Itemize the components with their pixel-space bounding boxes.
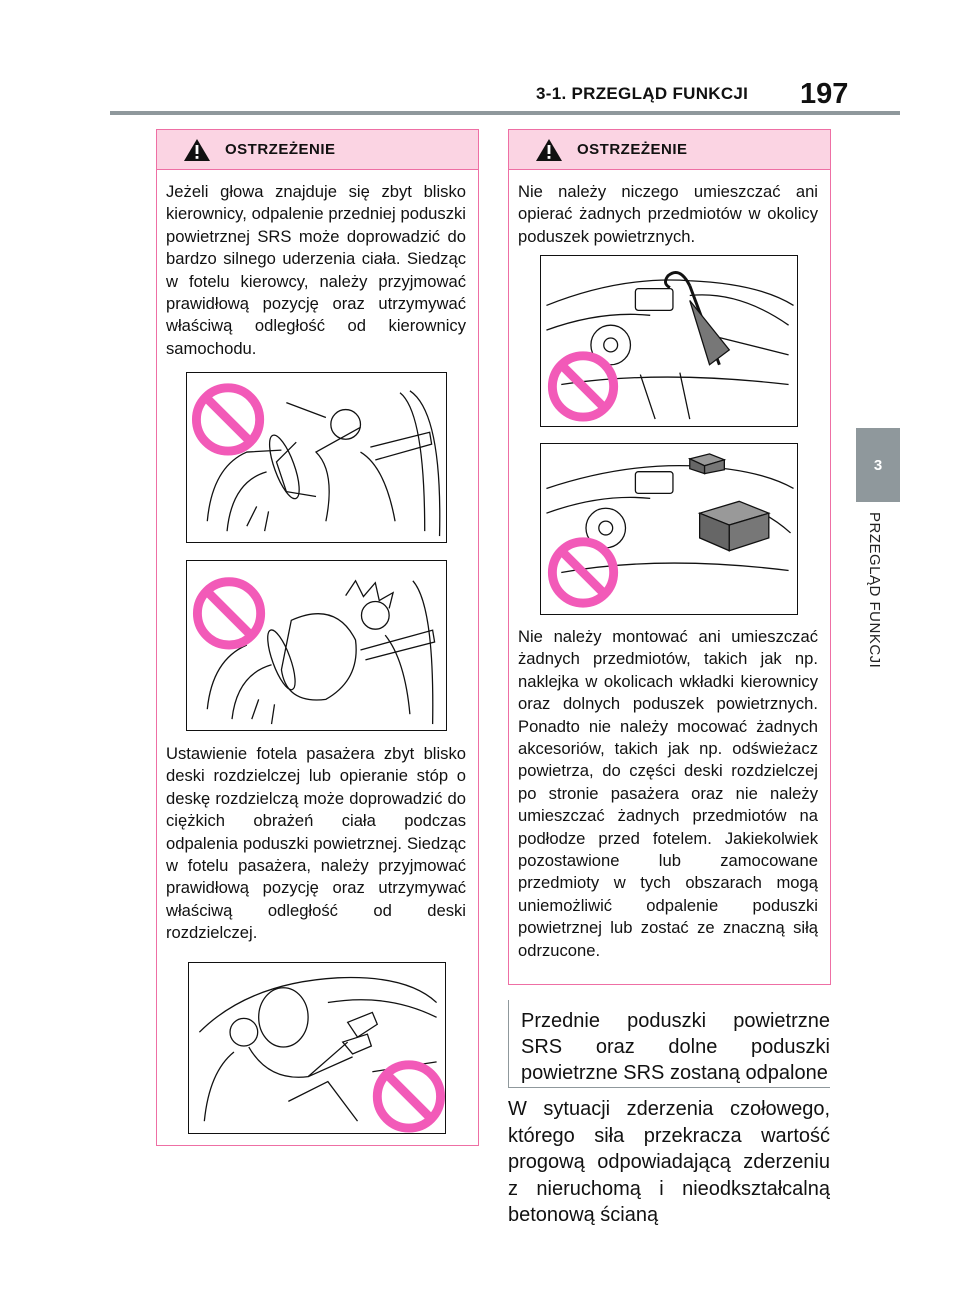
box-object-icon — [690, 454, 769, 551]
section-heading: Przednie poduszki powietrzne SRS oraz dolne poduszki powietrzne SRS zostaną odpalone — [508, 1000, 830, 1088]
left-warning-heading: OSTRZEŻENIE — [225, 141, 336, 158]
chapter-number: 3 — [873, 456, 883, 474]
left-warning-paragraph-2: Ustawienie fotela pasażera zbyt blisko deski rozdzielczej lub opieranie stóp o deskę rozdzielczą może doprowadzić do ciężkich obrażeń ciała podczas odpalenia poduszki powietrznej. Siedząc w fotelu pasażera, należy przyjmować prawidłową pozycję oraz utrzymywać właściwą odległość od deski rozdzielczej. — [166, 744, 466, 943]
left-warning-box — [156, 129, 479, 1146]
illustration-driver-too-close — [186, 372, 447, 543]
warning-triangle-icon — [183, 138, 211, 162]
page-number: 197 — [800, 78, 849, 110]
objects-on-dash-drawing — [541, 444, 797, 614]
right-warning-paragraph-1: Nie należy niczego umieszczać ani opierać żadnych przedmiotów w okolicy poduszek powietrznych. — [518, 182, 818, 246]
driver-too-close-drawing — [187, 373, 446, 542]
prohibition-sign-icon — [197, 582, 260, 645]
prohibition-sign-icon — [377, 1065, 440, 1128]
chapter-label: PRZEGLĄD FUNKCJI — [866, 512, 883, 669]
umbrella-on-dash-drawing — [541, 256, 797, 426]
right-warning-paragraph-2: Nie należy montować ani umieszczać żadnych przedmiotów, takich jak np. naklejka w okolicach wkładki kierownicy oraz dolnych poduszek powietrznych. Ponadto nie należy mocować żadnych akcesoriów, takich jak np. odświeżacz powietrza, do części deski rozdzielczej po stronie pasażera oraz nie należy umieszczać żadnych przedmiotów na podłodze przed fotelem. Jakiekolwiek pozostawione lub zamocowane przedmioty w tych obszarach mogą uniemożliwić odpalenie poduszki powietrznej lub zostać ze znaczną siłą odrzucone. — [518, 627, 818, 960]
left-warning-header — [157, 130, 478, 170]
umbrella-icon — [665, 272, 729, 364]
right-warning-header — [509, 130, 830, 170]
header-rule — [110, 111, 900, 115]
right-warning-heading: OSTRZEŻENIE — [577, 141, 688, 158]
prohibition-sign-icon — [552, 356, 613, 417]
passenger-feet-drawing — [189, 963, 445, 1133]
prohibition-sign-icon — [196, 388, 259, 451]
illustration-objects-on-dash — [540, 443, 798, 615]
chapter-tab — [856, 428, 900, 502]
warning-triangle-icon — [535, 138, 563, 162]
illustration-object-leaning-on-dash — [540, 255, 798, 427]
illustration-passenger-feet-on-dash — [188, 962, 446, 1134]
right-warning-box — [508, 129, 831, 985]
illustration-airbag-impact — [186, 560, 447, 731]
section-paragraph: W sytuacji zderzenia czołowego, którego siła przekracza wartość progową odpowiadającą zderzeniu z nieruchomą i nieodkształcalną betonową ścianą — [508, 1098, 830, 1226]
section-title: 3-1. PRZEGLĄD FUNKCJI — [536, 84, 749, 103]
left-warning-paragraph-1: Jeżeli głowa znajduje się zbyt blisko kierownicy, odpalenie przedniej poduszki powietrznej SRS może doprowadzić do bardzo silnego uderzenia ciała. Siedząc w fotelu kierowcy, należy przyjmować prawidłową pozycję oraz utrzymywać właściwą odległość od kierownicy samochodu. — [166, 182, 466, 358]
airbag-impact-drawing — [187, 561, 446, 730]
